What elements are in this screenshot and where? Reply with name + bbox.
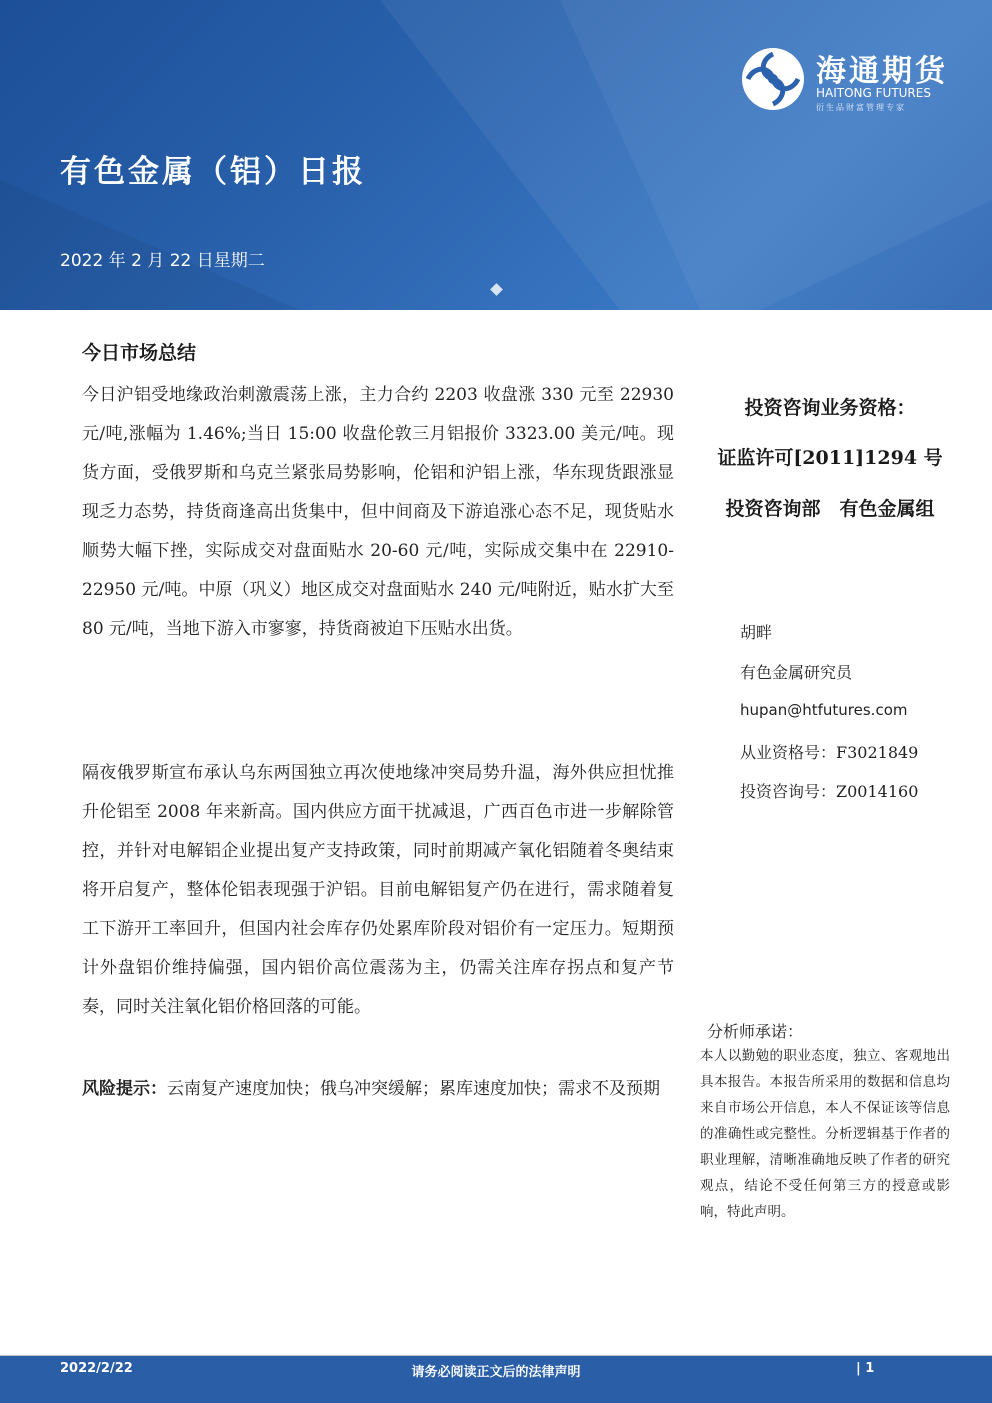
footer-legal-notice: 请务必阅读正文后的法律声明 (411, 1365, 581, 1380)
analyst-name: 胡畔 (740, 623, 773, 642)
analyst-email[interactable]: hupan@htfutures.com (740, 701, 908, 719)
footer-date: 2022/2/22 (60, 1361, 133, 1376)
report-title: 有色金属（铝）日报 (60, 154, 366, 190)
commitment-text: 本人以勤勉的职业态度，独立、客观地出具本报告。本报告所采用的数据和信息均来自市场公开信息，本人不保证该等信息的准确性或完整性。分析逻辑基于作者的职业理解，清晰准确地反映了作者的研究观点，结论不受任何第三方的授意或影响，特此声明。 (700, 1048, 950, 1220)
summary-paragraph-2: 隔夜俄罗斯宣布承认乌东两国独立再次使地缘冲突局势升温，海外供应担忧推升伦铝至 2008 年来新高。国内供应方面干扰减退，广西百色市进一步解除管控，并针对电解铝企业提出复产支持政策，同时前期减产氧化铝随着冬奥结束将开启复产，整体伦铝表现强于沪铝。目前电解铝复产仍在进行，需求随着复工下游开工率回升，但国内社会库存仍处累库阶段对铝价有一定压力。短期预计外盘铝价维持偏强，国内铝价高位震荡为主，仍需关注库存拐点和复产节奏，同时关注氧化铝价格回落的可能。 (82, 763, 674, 1017)
logo-name-cn: 海通期货 (816, 54, 948, 89)
risk-warning (82, 1076, 674, 1103)
footer-page-number: | 1 (856, 1361, 875, 1376)
logo-name-en: HAITONG FUTURES (816, 86, 931, 100)
analyst-cert-number: 从业资格号：F3021849 (740, 743, 919, 762)
logo-tagline: 衍生品财富管理专家 (816, 103, 906, 112)
company-logo (740, 42, 955, 122)
department-name: 投资咨询部 有色金属组 (725, 498, 935, 520)
report-date: 2022 年 2 月 22 日星期二 (60, 251, 265, 271)
analyst-role: 有色金属研究员 (740, 663, 853, 682)
report-header-banner (0, 0, 992, 310)
risk-label: 风险提示： (82, 1079, 167, 1099)
license-number: 证监许可[2011]1294 号 (717, 447, 943, 469)
logo-emblem-icon (740, 46, 806, 112)
qualification-heading: 投资咨询业务资格： (744, 397, 916, 419)
commitment-heading: 分析师承诺： (707, 1022, 804, 1041)
analyst-consult-number: 投资咨询号：Z0014160 (740, 782, 919, 801)
summary-paragraph-1: 今日沪铝受地缘政治刺激震荡上涨，主力合约 2203 收盘涨 330 元至 22930 元/吨,涨幅为 1.46%;当日 15:00 收盘伦敦三月铝报价 3323.00 美元/吨。现货方面，受俄罗斯和乌克兰紧张局势影响，伦铝和沪铝上涨，华东现货跟涨显现乏力态势，持货商逢高出货集中，但中间商及下游追涨心态不足，现货贴水顺势大幅下挫，实际成交对盘面贴水 20-60 元/吨，实际成交集中在 22910-22950 元/吨。中原（巩义）地区成交对盘面贴水 240 元/吨附近，贴水扩大至 80 元/吨，当地下游入市寥寥，持货商被迫下压贴水出货。 (82, 385, 674, 639)
risk-text: 云南复产速度加快；俄乌冲突缓解；累库速度加快；需求不及预期 (167, 1079, 660, 1099)
summary-heading: 今日市场总结 (82, 342, 197, 364)
